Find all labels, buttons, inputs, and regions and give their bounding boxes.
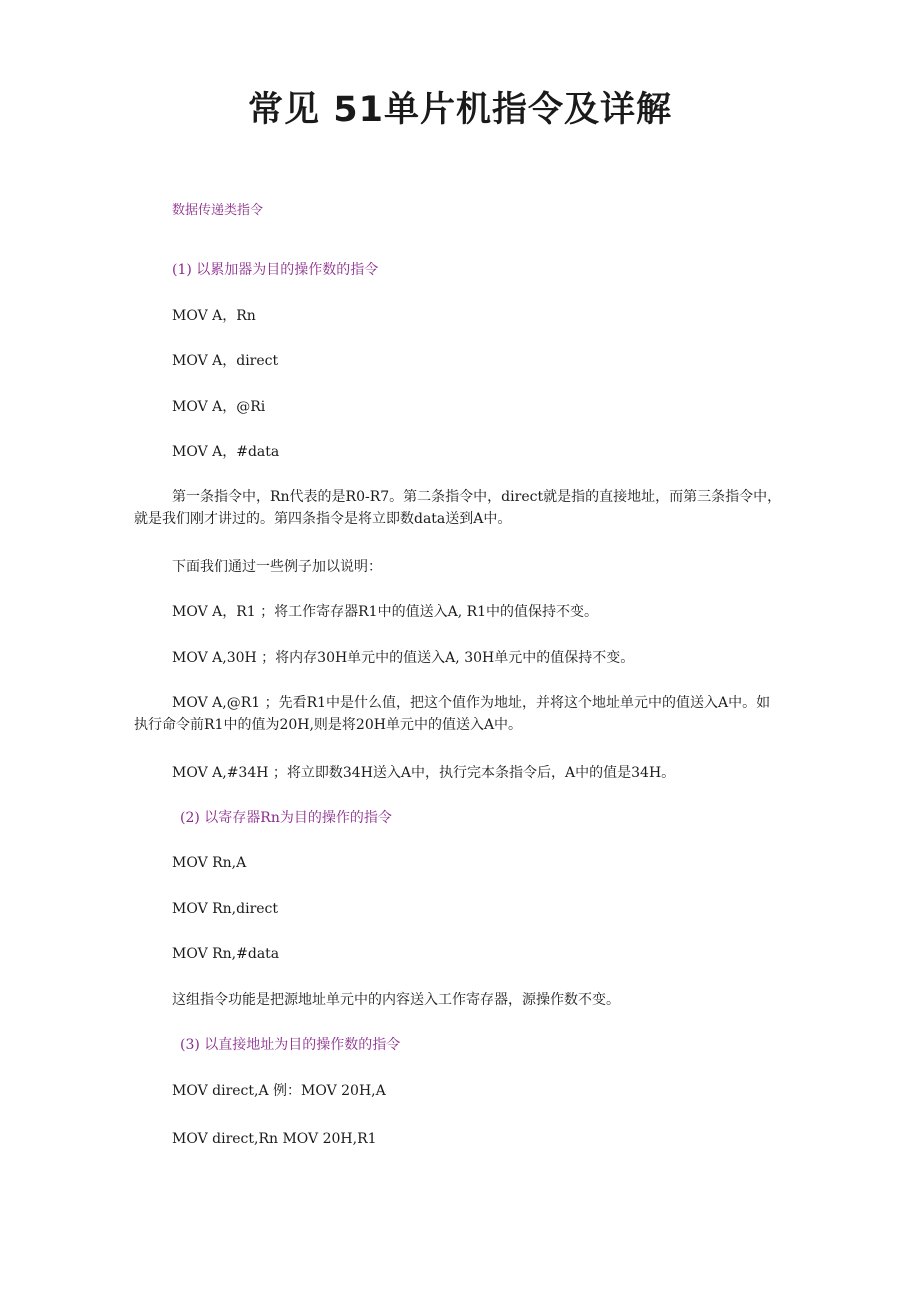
example-paragraph: MOV A,@R1 ；先看R1中是什么值，把这个值作为地址，并将这个地址单元中的值送入A中。如执行命令前R1中的值为20H,则是将20H单元中的值送入A中。 [134, 695, 771, 733]
part1-heading: (1) 以累加器为目的操作数的指令 [172, 262, 379, 278]
instruction-line: MOV Rn,A [172, 855, 247, 871]
instruction-line: MOV Rn,#data [172, 946, 280, 962]
example-line: MOV A，R1 ；将工作寄存器R1中的值送入A, R1中的值保持不变。 [172, 604, 599, 620]
examples-intro: 下面我们通过一些例子加以说明： [172, 559, 382, 575]
example-line: MOV A,#34H ；将立即数34H送入A中，执行完本条指令后，A中的值是34H。 [172, 765, 676, 781]
instruction-line: MOV Rn,direct [172, 901, 279, 917]
instruction-line: MOV direct,A 例：MOV 20H,A [172, 1083, 386, 1099]
part2-heading: (2) 以寄存器Rn为目的操作的指令 [180, 810, 392, 826]
instruction-line: MOV A，#data [172, 444, 280, 460]
part2-explanation: 这组指令功能是把源地址单元中的内容送入工作寄存器，源操作数不变。 [172, 992, 620, 1008]
section-heading: 数据传递类指令 [172, 203, 264, 218]
page-title: 常见 51单片机指令及详解 [248, 90, 672, 130]
part3-heading: (3) 以直接地址为目的操作数的指令 [180, 1037, 401, 1053]
instruction-line: MOV A，Rn [172, 308, 256, 324]
example-line: MOV A,30H ；将内存30H单元中的值送入A, 30H单元中的值保持不变。 [172, 650, 635, 666]
part1-explanation: 第一条指令中，Rn代表的是R0-R7。第二条指令中，direct就是指的直接地址，而第三条指令中，就是我们刚才讲过的。第四条指令是将立即数data送到A中。 [134, 489, 782, 527]
instruction-line: MOV A，@Ri [172, 399, 266, 415]
instruction-line: MOV A，direct [172, 353, 279, 369]
instruction-line: MOV direct,Rn MOV 20H,R1 [172, 1131, 377, 1147]
